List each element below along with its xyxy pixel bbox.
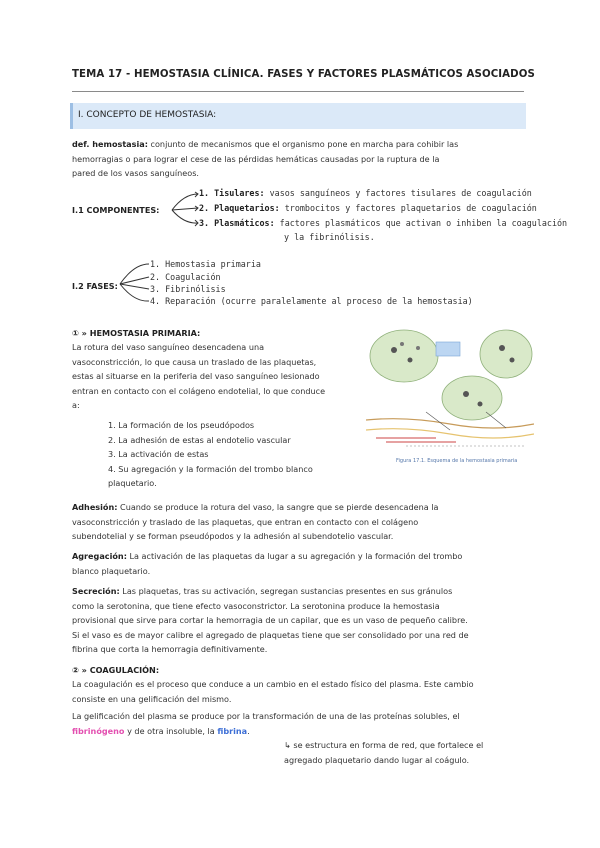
fibrin-highlight: fibrina bbox=[217, 725, 248, 736]
phases-arrows-icon bbox=[118, 258, 152, 306]
definition-line: conjunto de mecanismos que el organismo pone en marcha para cohibir las bbox=[150, 139, 459, 149]
component-item: 2. Plaquetarios: trombocitos y factores plaquetarios de coagulación bbox=[199, 203, 537, 213]
list-item: 2. La adhesión de estas al endotelio vascular bbox=[108, 434, 291, 445]
phase-item: 3. Fibrinólisis bbox=[150, 284, 226, 294]
fibrinogen-highlight: fibrinógeno bbox=[72, 725, 125, 736]
aggregation-paragraph: Agregación: La activación de las plaquetas da lugar a su agregación y la formación del trombo blanco plaquetario. bbox=[72, 551, 463, 576]
primary-paragraph bbox=[72, 340, 372, 413]
aggregation-term: Agregación: bbox=[72, 551, 127, 561]
primary-hemostasis-figure bbox=[366, 320, 534, 470]
secretion-term: Secreción: bbox=[72, 586, 120, 596]
list-item: 4. Su agregación y la formación del trombo blanco bbox=[108, 463, 313, 474]
primary-line: La rotura del vaso sanguíneo desencadena una bbox=[72, 342, 265, 352]
primary-line: estas al situarse en la periferia del vaso sanguíneo lesionado bbox=[72, 371, 320, 381]
gelification-paragraph: La gelificación del plasma se produce por la transformación de una de las proteínas solubles, el fibrinógeno y de otra insoluble, la fibrina. bbox=[72, 711, 460, 736]
secretion-paragraph: Secreción: Las plaquetas, tras su activación, segregan sustancias presentes en sus gránulos como la serotonina, que tiene efecto vasoconstrictor. La serotonina produce la hemostasia provisional que sirve para cortar la hemorragia de un capilar, que es un vaso de pequeño calibre. Si el vaso es de mayor calibre el agregado de plaquetas tiene que ser consolidado por una red de fibrina que corta la hemorragia definitivamente. bbox=[72, 586, 469, 654]
list-item: plaquetario. bbox=[108, 478, 157, 488]
adhesion-paragraph: Adhesión: Cuando se produce la rotura del vaso, la sangre que se pierde desencadena la vasoconstricción y traslado de las plaquetas, que entran en contacto con el colágeno subendotelial y se forman pseudópodos y la adhesión al subendotelio vascular. bbox=[72, 502, 439, 541]
primary-heading: ① » HEMOSTASIA PRIMARIA: bbox=[72, 328, 201, 338]
section-heading-box bbox=[70, 103, 526, 129]
phase-item: 1. Hemostasia primaria bbox=[150, 259, 261, 269]
fibrin-note: ↳ se estructura en forma de red, que fortalece el agregado plaquetario dando lugar al coágulo. bbox=[284, 740, 484, 765]
definition-paragraph bbox=[72, 137, 532, 181]
components-arrows-icon bbox=[170, 190, 200, 230]
figure-caption: Figura 17.1. Esquema de la hemostasia primaria bbox=[396, 458, 518, 464]
component-item: 3. Plasmáticos: factores plasmáticos que activan o inhiben la coagulación bbox=[199, 218, 568, 228]
section-heading: I. CONCEPTO DE HEMOSTASIA: bbox=[78, 110, 217, 120]
primary-line: a: bbox=[72, 400, 80, 410]
definition-line: pared de los vasos sanguíneos. bbox=[72, 168, 199, 178]
phases-label: I.2 FASES: bbox=[72, 281, 118, 291]
title-divider bbox=[72, 91, 524, 92]
definition-line: hemorragias o para lograr el cese de las pérdidas hemáticas causadas por la ruptura de la bbox=[72, 153, 440, 164]
primary-line: entran en contacto con el colágeno endotelial, lo que conduce bbox=[72, 385, 326, 396]
document-title: TEMA 17 - HEMOSTASIA CLÍNICA. FASES Y FACTORES PLASMÁTICOS ASOCIADOS bbox=[72, 69, 535, 80]
primary-steps-list bbox=[108, 418, 313, 491]
adhesion-term: Adhesión: bbox=[72, 502, 118, 512]
list-item: 3. La activación de estas bbox=[108, 449, 209, 459]
definition-term: def. hemostasia: bbox=[72, 139, 148, 149]
coagulation-paragraph: La coagulación es el proceso que conduce a un cambio en el estado físico del plasma. Este cambio consiste en una gelificación del mismo. bbox=[72, 679, 474, 704]
coagulation-heading: ② » COAGULACIÓN: bbox=[72, 665, 160, 675]
component-continuation: y la fibrinólisis. bbox=[284, 232, 375, 242]
phase-item: 4. Reparación (ocurre paralelamente al proceso de la hemostasia) bbox=[150, 296, 473, 306]
list-item: 1. La formación de los pseudópodos bbox=[108, 420, 255, 430]
components-label: I.1 COMPONENTES: bbox=[72, 205, 160, 215]
primary-line: vasoconstricción, lo que causa un traslado de las plaquetas, bbox=[72, 356, 317, 367]
component-item: 1. Tisulares: vasos sanguíneos y factores tisulares de coagulación bbox=[199, 188, 532, 198]
phase-item: 2. Coagulación bbox=[150, 272, 221, 282]
